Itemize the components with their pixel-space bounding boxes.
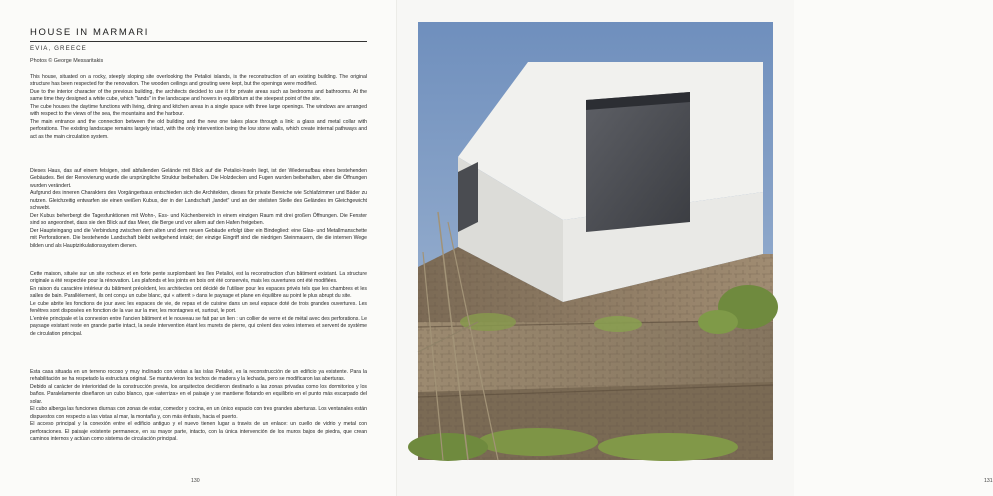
paragraph: L'entrée principale et la connexion entre l'ancien bâtiment et le nouveau se fait par un lien : un collier de verre et de métal avec des perforations. Le paysage existant reste en grande partie intact, la seule intervention étant les murets de pierre, qui créent des voies internes et servent de système de circulation principal. [30,315,367,337]
text-block-spanish [30,369,367,444]
left-page [0,0,397,496]
page-number-right: 131 [984,478,993,484]
paragraph: Der Haupteingang und die Verbindung zwischen dem alten und dem neuen Gebäude erfolgt über ein Bindeglied: eine Glas- und Metallmanschette mit Perforationen. Die bestehende Landschaft bleibt weitgehend intakt; der einzige Eingriff sind die niedrigen Steinmauern, die die internen Wege bilden und als Hauptzirkulationssystem dienen. [30,227,367,249]
paragraph: Aufgrund des inneren Charakters des Vorgängerbaus entschieden sich die Architekten, dieses für private Bereiche wie Schlafzimmer und Bäder zu nutzen. Gleichzeitig entwarfen sie einen weißen Kubus, der in der Landschaft „landet" und an der steilsten Stelle des Geländes im Gleichgewicht schwebt. [30,190,367,212]
paragraph: Dieses Haus, das auf einem felsigen, steil abfallenden Gelände mit Blick auf die Petalioi-Inseln liegt, ist der Wiederaufbau eines bestehenden Gebäudes. Bei der Renovierung wurde die ursprüngliche Struktur beibehalten. Die Holzdecken und Fugen wurden beibehalten, aber die Öffnungen wurden verändert. [30,168,367,189]
text-block-french [30,271,367,338]
paragraph: En raison du caractère intérieur du bâtiment précédent, les architectes ont décidé de l'utiliser pour les espaces privés tels que les chambres et les salles de bain. Parallèlement, ils ont conçu un cube blanc, qui « atterrit » dans le paysage et plane en équilibre au point le plus abrupt du site. [30,285,367,300]
paragraph: Due to the interior character of the previous building, the architects decided to use it for private areas such as bedrooms and bathrooms. At the same time they designed a white cube, which "lands" in the landscape and hovers in equilibrium at the steepest point of the site. [30,88,367,103]
paragraph: El acceso principal y la conexión entre el edificio antiguo y el nuevo tienen lugar a través de un enlace: un cuello de vidrio y metal con perforaciones. El paisaje existente permanece, en su mayor parte, intacto, con la única intervención de los muros bajos de piedra, que crean caminos internos y actúan como sistema de circulación principal. [30,421,367,443]
paragraph: Cette maison, située sur un site rocheux et en forte pente surplombant les îles Petalioi, est la reconstruction d'un bâtiment existant. La structure originale a été respectée pour la rénovation. Les plafonds et les joints en bois ont été conservés, mais les ouvertures ont été modifiées. [30,271,367,285]
side-window [458,162,478,232]
paragraph: El cubo alberga las funciones diurnas con zonas de estar, comedor y cocina, en un único espacio con tres grandes aberturas. Los ventanales están dispuestos con respecto a las vistas al mar, la montaña y, con más énfasis, hacia el puerto. [30,406,367,420]
paragraph: Der Kubus beherbergt die Tagesfunktionen mit Wohn-, Ess- und Küchenbereich in einem einzigen Raum mit drei großen Öffnungen. Die Fenster sind so angeordnet, dass sie den Blick auf das Meer, die Berge und vor allem auf den Hafen freigeben. [30,212,367,227]
paragraph: Debido al carácter de interioridad de la construcción previa, los arquitectos decidieron destinarlo a las zonas privadas como los dormitorios y los baños. Paralelamente diseñaron un cubo blanco, que «aterriza» en el paisaje y se mantiene flotando en equilibrio en el punto más escarpado del solar. [30,383,367,405]
page-number-left: 130 [191,478,200,484]
text-block-english [30,74,367,141]
house-photo-illustration [418,22,773,460]
paragraph: Esta casa situada en un terreno rocoso y muy inclinado con vistas a las islas Petalioi, es la reconstrucción de un edificio ya existente. Para la rehabilitación se ha respetado la estructura original. Se mantuvieron los techos de madera y la lechada, pero se modificaron las aberturas. [30,369,367,383]
text-block-german [30,168,367,250]
title-rule [30,41,367,42]
cube-window [586,92,690,232]
location-subtitle: EVIA, GREECE [30,45,87,52]
paragraph: This house, situated on a rocky, steeply sloping site overlooking the Petalioi islands, is the reconstruction of an existing building. The original structure has been respected for the renovation. The wooden ceilings and grouting were kept, but the openings were modified. [30,74,367,88]
photo-credit: Photos © George Messaritakis [30,58,104,64]
paragraph: The cube houses the daytime functions with living, dining and kitchen areas in a single space with three large openings. The windows are arranged with respect to the views of the sea, the mountains and the harbour. [30,103,367,118]
paragraph: The main entrance and the connection between the old building and the new one takes place through a link: a glass and metal collar with perforations. The existing landscape remains largely intact, with the only intervention being the low stone walls, which create internal pathways and act as the main circulation system. [30,118,367,140]
house-photo [418,22,773,460]
paragraph: Le cube abrite les fonctions de jour avec les espaces de vie, de repas et de cuisine dans un seul espace doté de trois grandes ouvertures. Les fenêtres sont disposées en fonction de la vue sur la mer, les montagnes et, surtout, le port. [30,300,367,315]
page-title: HOUSE IN MARMARI [30,27,150,38]
